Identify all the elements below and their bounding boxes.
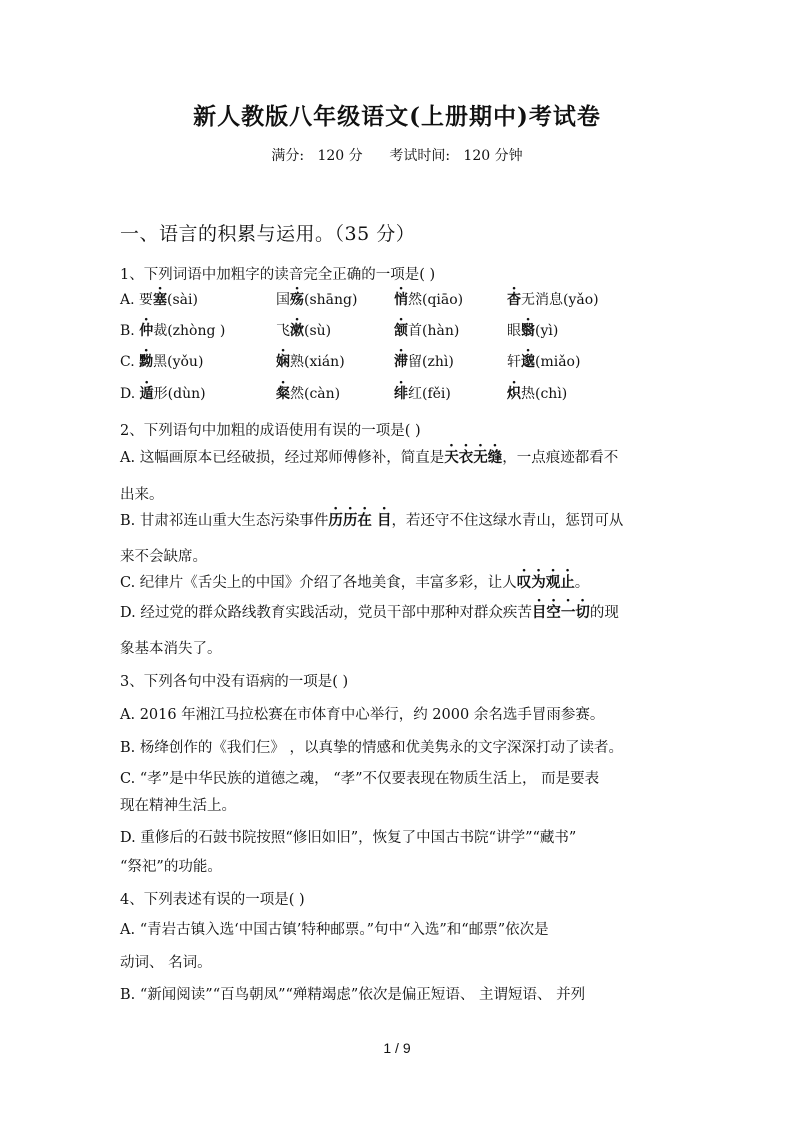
emphasized-char: 颔 [394, 323, 408, 339]
emphasized-char: 塞 [153, 292, 168, 308]
option-b-text-2: ，若还守不住这绿水青山，惩罚可从 [391, 513, 624, 529]
question-2-option-d [120, 601, 619, 622]
q1-option-d-item-2 [276, 383, 340, 403]
q1-option-d-item-3 [394, 383, 451, 403]
q1-option-a-item-3 [394, 289, 463, 309]
question-3-option-c: C. “孝”是中华民族的道德之魂， “孝”不仅要表现在物质生活上， 而是要表 [120, 771, 600, 787]
option-a-idiom: 天衣无缝 [444, 449, 503, 466]
q1-option-d-item-4 [507, 383, 567, 403]
emphasized-char: 黝 [139, 354, 154, 370]
word-suffix-pinyin: 熟(xián) [290, 354, 345, 370]
word-suffix-pinyin: (yì) [535, 323, 559, 339]
word-prefix: 国 [276, 292, 290, 308]
question-4-option-a: A. “青岩古镇入选‘中国古镇’特种邮票。”句中“入选”和“邮票”依次是 [120, 922, 549, 938]
word-suffix-pinyin: 无消息(yǎo) [521, 292, 599, 308]
question-2-option-c [120, 571, 589, 592]
question-2-option-b [120, 509, 623, 530]
q1-option-c-item-4 [507, 351, 580, 371]
word-suffix-pinyin: 然(càn) [290, 386, 341, 402]
word-suffix-pinyin: 黑(yǒu) [153, 354, 204, 370]
word-prefix: 要 [139, 292, 154, 308]
word-suffix-pinyin: 裁(zhòng ) [153, 323, 226, 339]
word-suffix-pinyin: 首(hàn) [408, 323, 460, 339]
question-2-option-a-cont: 出来。 [120, 487, 164, 503]
word-suffix-pinyin: 热(chì) [521, 386, 568, 402]
emphasized-char: 邈 [521, 354, 535, 370]
question-3-option-d-cont: “祭祀”的功能。 [120, 859, 222, 875]
q1-option-c-item-3 [394, 351, 454, 371]
q1-option-label: C. [120, 354, 140, 370]
option-b-text-1: B. 甘肃祁连山重大生态污染事件 [120, 513, 329, 529]
q1-option-c-item-2 [276, 351, 345, 371]
question-4-option-b: B. “新闻阅读”“百鸟朝凤”“殚精竭虑”依次是偏正短语、 主谓短语、 并列 [120, 987, 586, 1003]
question-3-option-a: A. 2016 年湘江马拉松赛在市体育中心举行，约 2000 余名选手冒雨参赛。 [120, 707, 605, 723]
question-1-stem: 1、下列词语中加粗字的读音完全正确的一项是( ) [120, 267, 436, 283]
option-d-text-1: D. 经过党的群众路线教育实践活动，党员干部中那种对群众疾苦 [120, 605, 532, 621]
option-d-text-2: 的现 [589, 605, 619, 621]
emphasized-char: 滞 [394, 354, 408, 370]
word-suffix-pinyin: 留(zhì) [408, 354, 454, 370]
word-suffix-pinyin: (miǎo) [535, 354, 581, 370]
q1-option-a-item-4 [507, 289, 599, 309]
q1-option-b-item-4 [507, 320, 558, 340]
emphasized-char: 杳 [507, 292, 521, 308]
option-b-idiom: 历历在 目 [328, 512, 392, 529]
q1-option-d-item-1 [120, 383, 206, 403]
q1-option-a-item-2 [276, 289, 357, 309]
option-c-text-1: C. 纪律片《舌尖上的中国》介绍了各地美食，丰富多彩，让人 [120, 575, 517, 591]
question-2-stem: 2、下列语句中加粗的成语使用有误的一项是( ) [120, 423, 421, 439]
q1-option-c-item-1 [120, 351, 203, 371]
option-c-text-2: 。 [574, 575, 590, 591]
emphasized-char: 娴 [276, 354, 290, 370]
emphasized-char: 粲 [276, 386, 290, 402]
emphasized-char: 绯 [394, 386, 408, 402]
q1-option-label: B. [120, 323, 140, 339]
q1-option-b-item-2 [276, 320, 331, 340]
option-d-idiom: 目空一切 [531, 604, 590, 621]
option-c-idiom: 叹为观止 [516, 574, 575, 591]
emphasized-char: 漱 [290, 323, 304, 339]
q1-option-b-item-1 [120, 320, 225, 340]
question-2-option-a [120, 446, 618, 467]
word-prefix: 眼 [507, 323, 521, 339]
question-4-option-a-cont: 动词、 名词。 [120, 955, 212, 971]
option-a-text-1: A. 这幅画原本已经破损，经过郑师傅修补，简直是 [120, 450, 445, 466]
q1-option-b-item-3 [394, 320, 459, 340]
question-3-option-c-cont: 现在精神生活上。 [120, 798, 236, 814]
word-suffix-pinyin: 形(dùn) [153, 386, 206, 402]
option-a-text-2: ，一点痕迹都看不 [502, 450, 619, 466]
q1-option-label: D. [120, 386, 140, 402]
score-time-info: 满分: 120 分 考试时间: 120 分钟 [271, 148, 523, 164]
word-prefix: 轩 [507, 354, 521, 370]
emphasized-char: 仲 [139, 323, 154, 339]
section-heading: 一、语言的积累与运用。（35 分） [120, 223, 416, 245]
word-suffix-pinyin: (sù) [304, 323, 332, 339]
question-4-stem: 4、下列表述有误的一项是( ) [120, 892, 305, 908]
page-title: 新人教版八年级语文(上册期中)考试卷 [193, 103, 601, 130]
word-suffix-pinyin: (sài) [167, 292, 198, 308]
word-suffix-pinyin: (shāng) [304, 292, 358, 308]
emphasized-char: 翳 [521, 323, 535, 339]
question-2-option-b-cont: 来不会缺席。 [120, 549, 207, 565]
question-3-option-b: B. 杨绛创作的《我们仨》 ，以真挚的情感和优美隽永的文字深深打动了读者。 [120, 740, 623, 756]
word-suffix-pinyin: 红(fěi) [408, 386, 451, 402]
emphasized-char: 殇 [290, 292, 304, 308]
word-suffix-pinyin: 然(qiāo) [408, 292, 464, 308]
question-3-stem: 3、下列各句中没有语病的一项是( ) [120, 674, 349, 690]
question-2-option-d-cont: 象基本消失了。 [120, 641, 222, 657]
q1-option-label: A. [120, 292, 140, 308]
word-prefix: 飞 [276, 323, 290, 339]
q1-option-a-item-1 [120, 289, 198, 309]
question-3-option-d: D. 重修后的石鼓书院按照“修旧如旧”，恢复了中国古书院“讲学”“藏书” [120, 830, 577, 846]
emphasized-char: 炽 [507, 386, 521, 402]
emphasized-char: 遁 [139, 386, 154, 402]
emphasized-char: 悄 [394, 292, 408, 308]
page-number: 1 / 9 [383, 1040, 411, 1056]
